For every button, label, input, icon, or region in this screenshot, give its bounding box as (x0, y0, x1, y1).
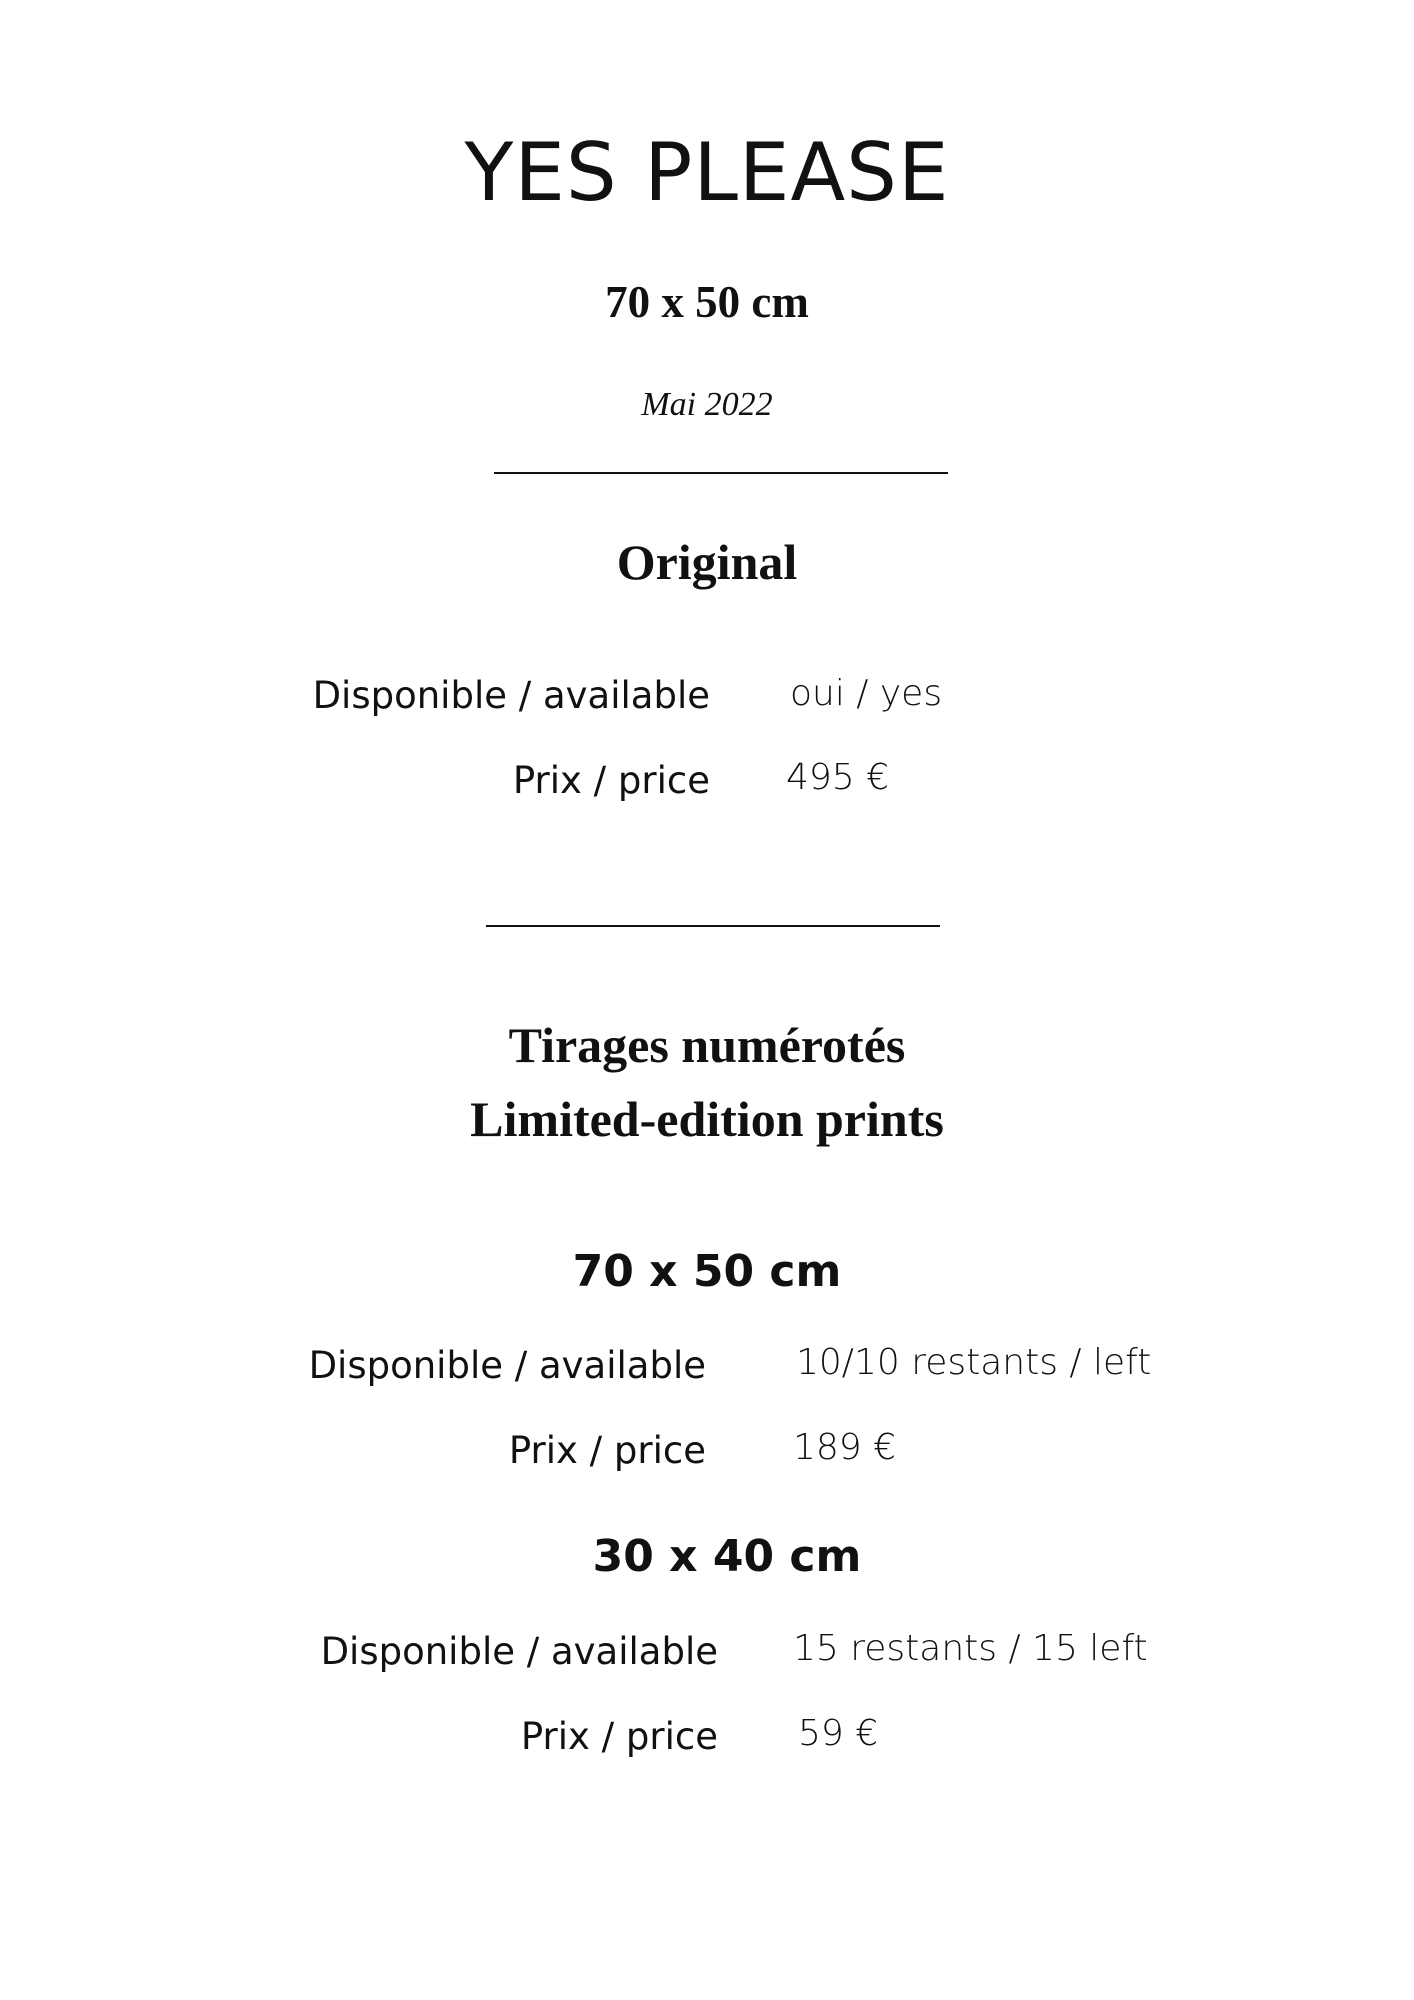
print-2-price-value: 59 € (798, 1713, 879, 1754)
original-price-label: Prix / price (512, 759, 710, 802)
original-available-value: oui / yes (790, 673, 943, 714)
print-2-available-label: Disponible / available (320, 1630, 718, 1673)
original-available-label: Disponible / available (312, 674, 710, 717)
print-1-price-value: 189 € (793, 1427, 897, 1468)
prints-heading-en: Limited-edition prints (470, 1091, 944, 1147)
prints-heading-fr: Tirages numérotés (508, 1017, 906, 1073)
print-2-available-value: 15 restants / 15 left (793, 1628, 1148, 1669)
divider-top (494, 472, 948, 474)
artwork-date: Mai 2022 (641, 386, 773, 423)
original-heading: Original (616, 534, 798, 590)
print-size-heading-1: 70 x 50 cm (572, 1246, 842, 1297)
print-size-heading-2: 30 x 40 cm (592, 1531, 862, 1582)
print-1-available-label: Disponible / available (308, 1344, 706, 1387)
print-1-available-value: 10/10 restants / left (796, 1342, 1152, 1383)
print-1-price-label: Prix / price (508, 1429, 706, 1472)
divider-middle (486, 925, 940, 927)
original-price-value: 495 € (786, 757, 890, 798)
artwork-title: YES PLEASE (464, 126, 950, 219)
print-2-price-label: Prix / price (520, 1715, 718, 1758)
artwork-dimensions: 70 x 50 cm (605, 277, 809, 327)
